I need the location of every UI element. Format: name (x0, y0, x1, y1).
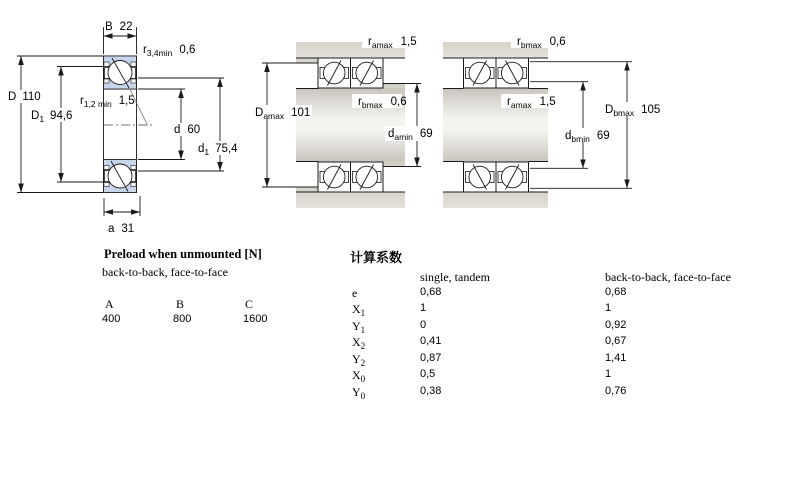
factor-symbol: e (352, 286, 358, 300)
dim-label-ramax-right: $r_{amax}$ 1,5 (507, 96, 556, 110)
dim-label-r34min: $r_{3,4min}$ 0,6 (143, 44, 196, 58)
back-to-back-pair-top (464, 58, 529, 88)
factor-value-paired: 0,67 (605, 335, 627, 347)
factor-value-single: 0,5 (420, 368, 436, 380)
factor-value-single: 0,38 (420, 384, 442, 397)
factor-symbol: $X_1$ (352, 302, 366, 318)
factor-value-paired: 1 (605, 368, 612, 380)
dim-label-damin: $d_{amin}$ 69 (388, 128, 433, 142)
dim-label-Damax: $D_{amax}$ 101 (255, 107, 311, 121)
middle-arrangement-drawing (252, 35, 439, 208)
dim-label-B: B 22 (105, 21, 133, 33)
preload-value-b: 800 (173, 313, 192, 325)
factor-value-single: 1 (420, 302, 427, 314)
factor-value-single: 0,68 (420, 286, 442, 298)
preload-value-c: 1600 (243, 313, 268, 325)
back-to-back-pair-bottom (464, 162, 529, 192)
dim-label-Dbmax: $D_{bmax}$ 105 (605, 104, 661, 118)
dim-label-r12min: $r_{1,2 min}$ 1,5 (80, 95, 135, 109)
bearing-cross-section-bottom (104, 160, 137, 193)
left-bearing-drawing (4, 21, 248, 235)
preload-table (100, 246, 330, 336)
preload-col-a: A (105, 297, 114, 311)
tandem-bearing-pair-top (318, 58, 383, 88)
preload-subtitle: back-to-back, face-to-face (102, 265, 228, 279)
factor-value-paired: 0,76 (605, 384, 627, 397)
calculation-factors-table (349, 246, 794, 411)
dim-label-ramax: $r_{amax}$ 1,5 (368, 36, 417, 50)
factor-symbol: $Y_2$ (352, 351, 366, 368)
preload-value-a: 400 (102, 313, 121, 325)
technical-drawings (0, 0, 800, 245)
right-arrangement-drawing (443, 35, 669, 208)
preload-col-b: B (176, 297, 185, 311)
factors-title: 计算系数 (350, 250, 403, 265)
dim-label-d1: $d_1$ 75,4 (198, 143, 238, 157)
dim-label-a: a 31 (108, 223, 135, 235)
dim-label-d: d 60 (174, 124, 201, 136)
factor-symbol: $X_2$ (352, 335, 366, 351)
dim-label-dbmin: $d_{bmin}$ 69 (565, 130, 610, 144)
factor-value-single: 0,41 (420, 335, 442, 347)
factor-value-paired: 1 (605, 302, 612, 314)
factor-value-paired: 0,68 (605, 286, 627, 298)
factor-value-single: 0 (420, 318, 427, 331)
factor-value-single: 0,87 (420, 351, 442, 364)
factor-value-paired: 0,92 (605, 318, 627, 331)
tandem-bearing-pair-bottom (318, 162, 383, 192)
dim-label-rbmax: $r_{bmax}$ 0,6 (358, 96, 407, 110)
dim-label-D1: $D_1$ 94,6 (31, 110, 73, 124)
factor-symbol: $Y_1$ (352, 318, 366, 335)
preload-col-c: C (245, 297, 254, 311)
factor-symbol: $X_0$ (352, 368, 366, 384)
dim-label-D: D 110 (8, 91, 41, 103)
bearing-cross-section-top (104, 56, 137, 89)
factors-col1-header: single, tandem (420, 270, 490, 284)
factor-value-paired: 1,41 (605, 351, 627, 364)
dim-label-rbmax-right: $r_{bmax}$ 0,6 (517, 36, 566, 50)
factor-symbol: $Y_0$ (352, 384, 366, 401)
factors-col2-header: back-to-back, face-to-face (605, 270, 731, 284)
preload-title: Preload when unmounted [N] (104, 247, 262, 261)
